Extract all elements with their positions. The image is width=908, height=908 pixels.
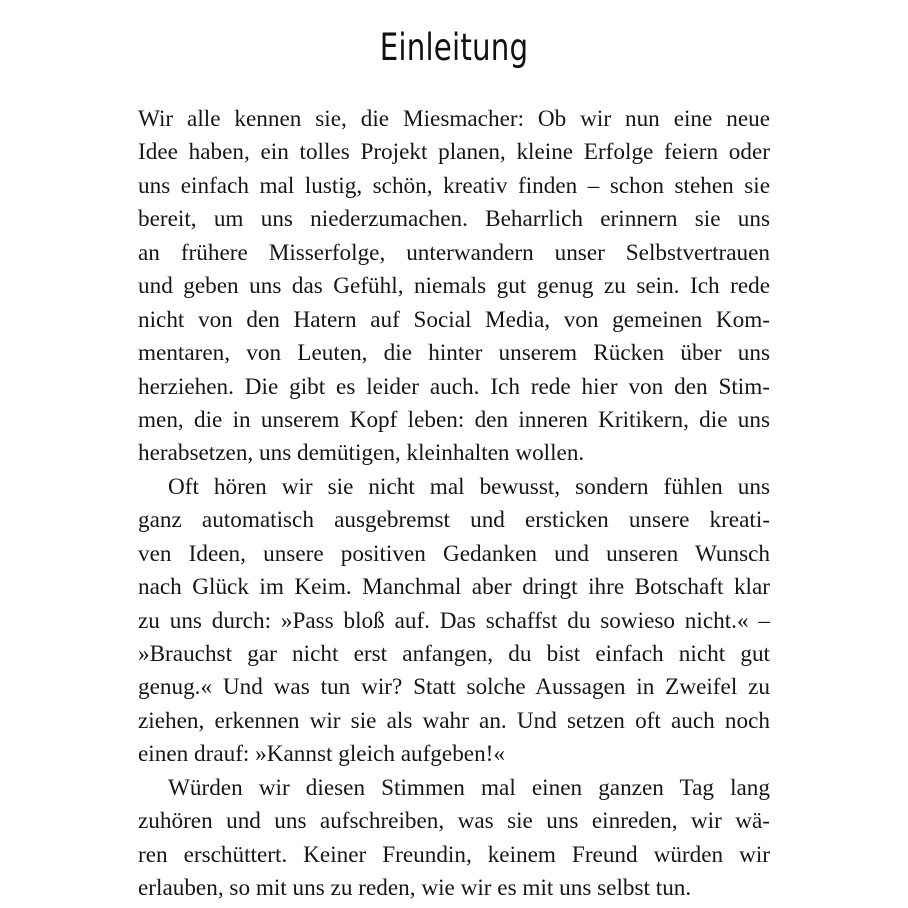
text-line: Idee haben, ein tolles Projekt planen, kleine Erfolge feiern oder	[138, 139, 770, 166]
text-line: ganz automatisch ausgebremst und ersticken unsere kreati-	[138, 507, 770, 534]
text-line: men, die in unserem Kopf leben: den inneren Kritikern, die uns	[138, 406, 770, 433]
text-line: uns einfach mal lustig, schön, kreativ finden – schon stehen sie	[138, 172, 771, 199]
text-line: erlauben, so mit uns zu reden, wie wir es mit uns selbst tun.	[138, 875, 692, 902]
page-title: Einleitung	[379, 25, 529, 69]
body-paragraph	[138, 471, 770, 772]
text-line: an frühere Misserfolge, unterwandern unser Selbstvertrauen	[138, 239, 771, 266]
text-line: zuhören und uns aufschreiben, was sie uns einreden, wir wä-	[138, 808, 770, 835]
text-line: Würden wir diesen Stimmen mal einen ganzen Tag lang	[168, 774, 770, 801]
text-line: Oft hören wir sie nicht mal bewusst, sondern fühlen uns	[168, 473, 770, 500]
text-line: nach Glück im Keim. Manchmal aber dringt ihre Botschaft klar	[138, 574, 771, 601]
text-line: einen drauf: »Kannst gleich aufgeben!«	[138, 741, 505, 768]
body-paragraph	[138, 103, 770, 471]
text-line: ren erschüttert. Keiner Freundin, keinem Freund würden wir	[138, 841, 770, 868]
text-line: nicht von den Hatern auf Social Media, von gemeinen Kom-	[138, 306, 770, 333]
text-line: ven Ideen, unsere positiven Gedanken und unseren Wunsch	[138, 540, 770, 567]
body-text-block	[138, 103, 770, 906]
body-paragraph	[138, 772, 770, 906]
text-line: herabsetzen, uns demütigen, kleinhalten wollen.	[138, 440, 585, 467]
text-line: »Brauchst gar nicht erst anfangen, du bist einfach nicht gut	[138, 641, 770, 667]
text-line: genug.« Und was tun wir? Statt solche Aussagen in Zweifel zu	[138, 674, 770, 701]
text-line: bereit, um uns niederzumachen. Beharrlich erinnern sie uns	[138, 206, 770, 233]
text-line: ziehen, erkennen wir sie als wahr an. Und setzen oft auch noch	[138, 707, 770, 734]
text-line: zu uns durch: »Pass bloß auf. Das schaffst du sowieso nicht.« –	[138, 607, 770, 634]
text-line: herziehen. Die gibt es leider auch. Ich rede hier von den Stim-	[138, 373, 770, 400]
text-line: und geben uns das Gefühl, niemals gut genug zu sein. Ich rede	[138, 273, 770, 300]
text-line: mentaren, von Leuten, die hinter unserem Rücken über uns	[138, 340, 770, 367]
text-line: Wir alle kennen sie, die Miesmacher: Ob wir nun eine neue	[138, 106, 770, 132]
